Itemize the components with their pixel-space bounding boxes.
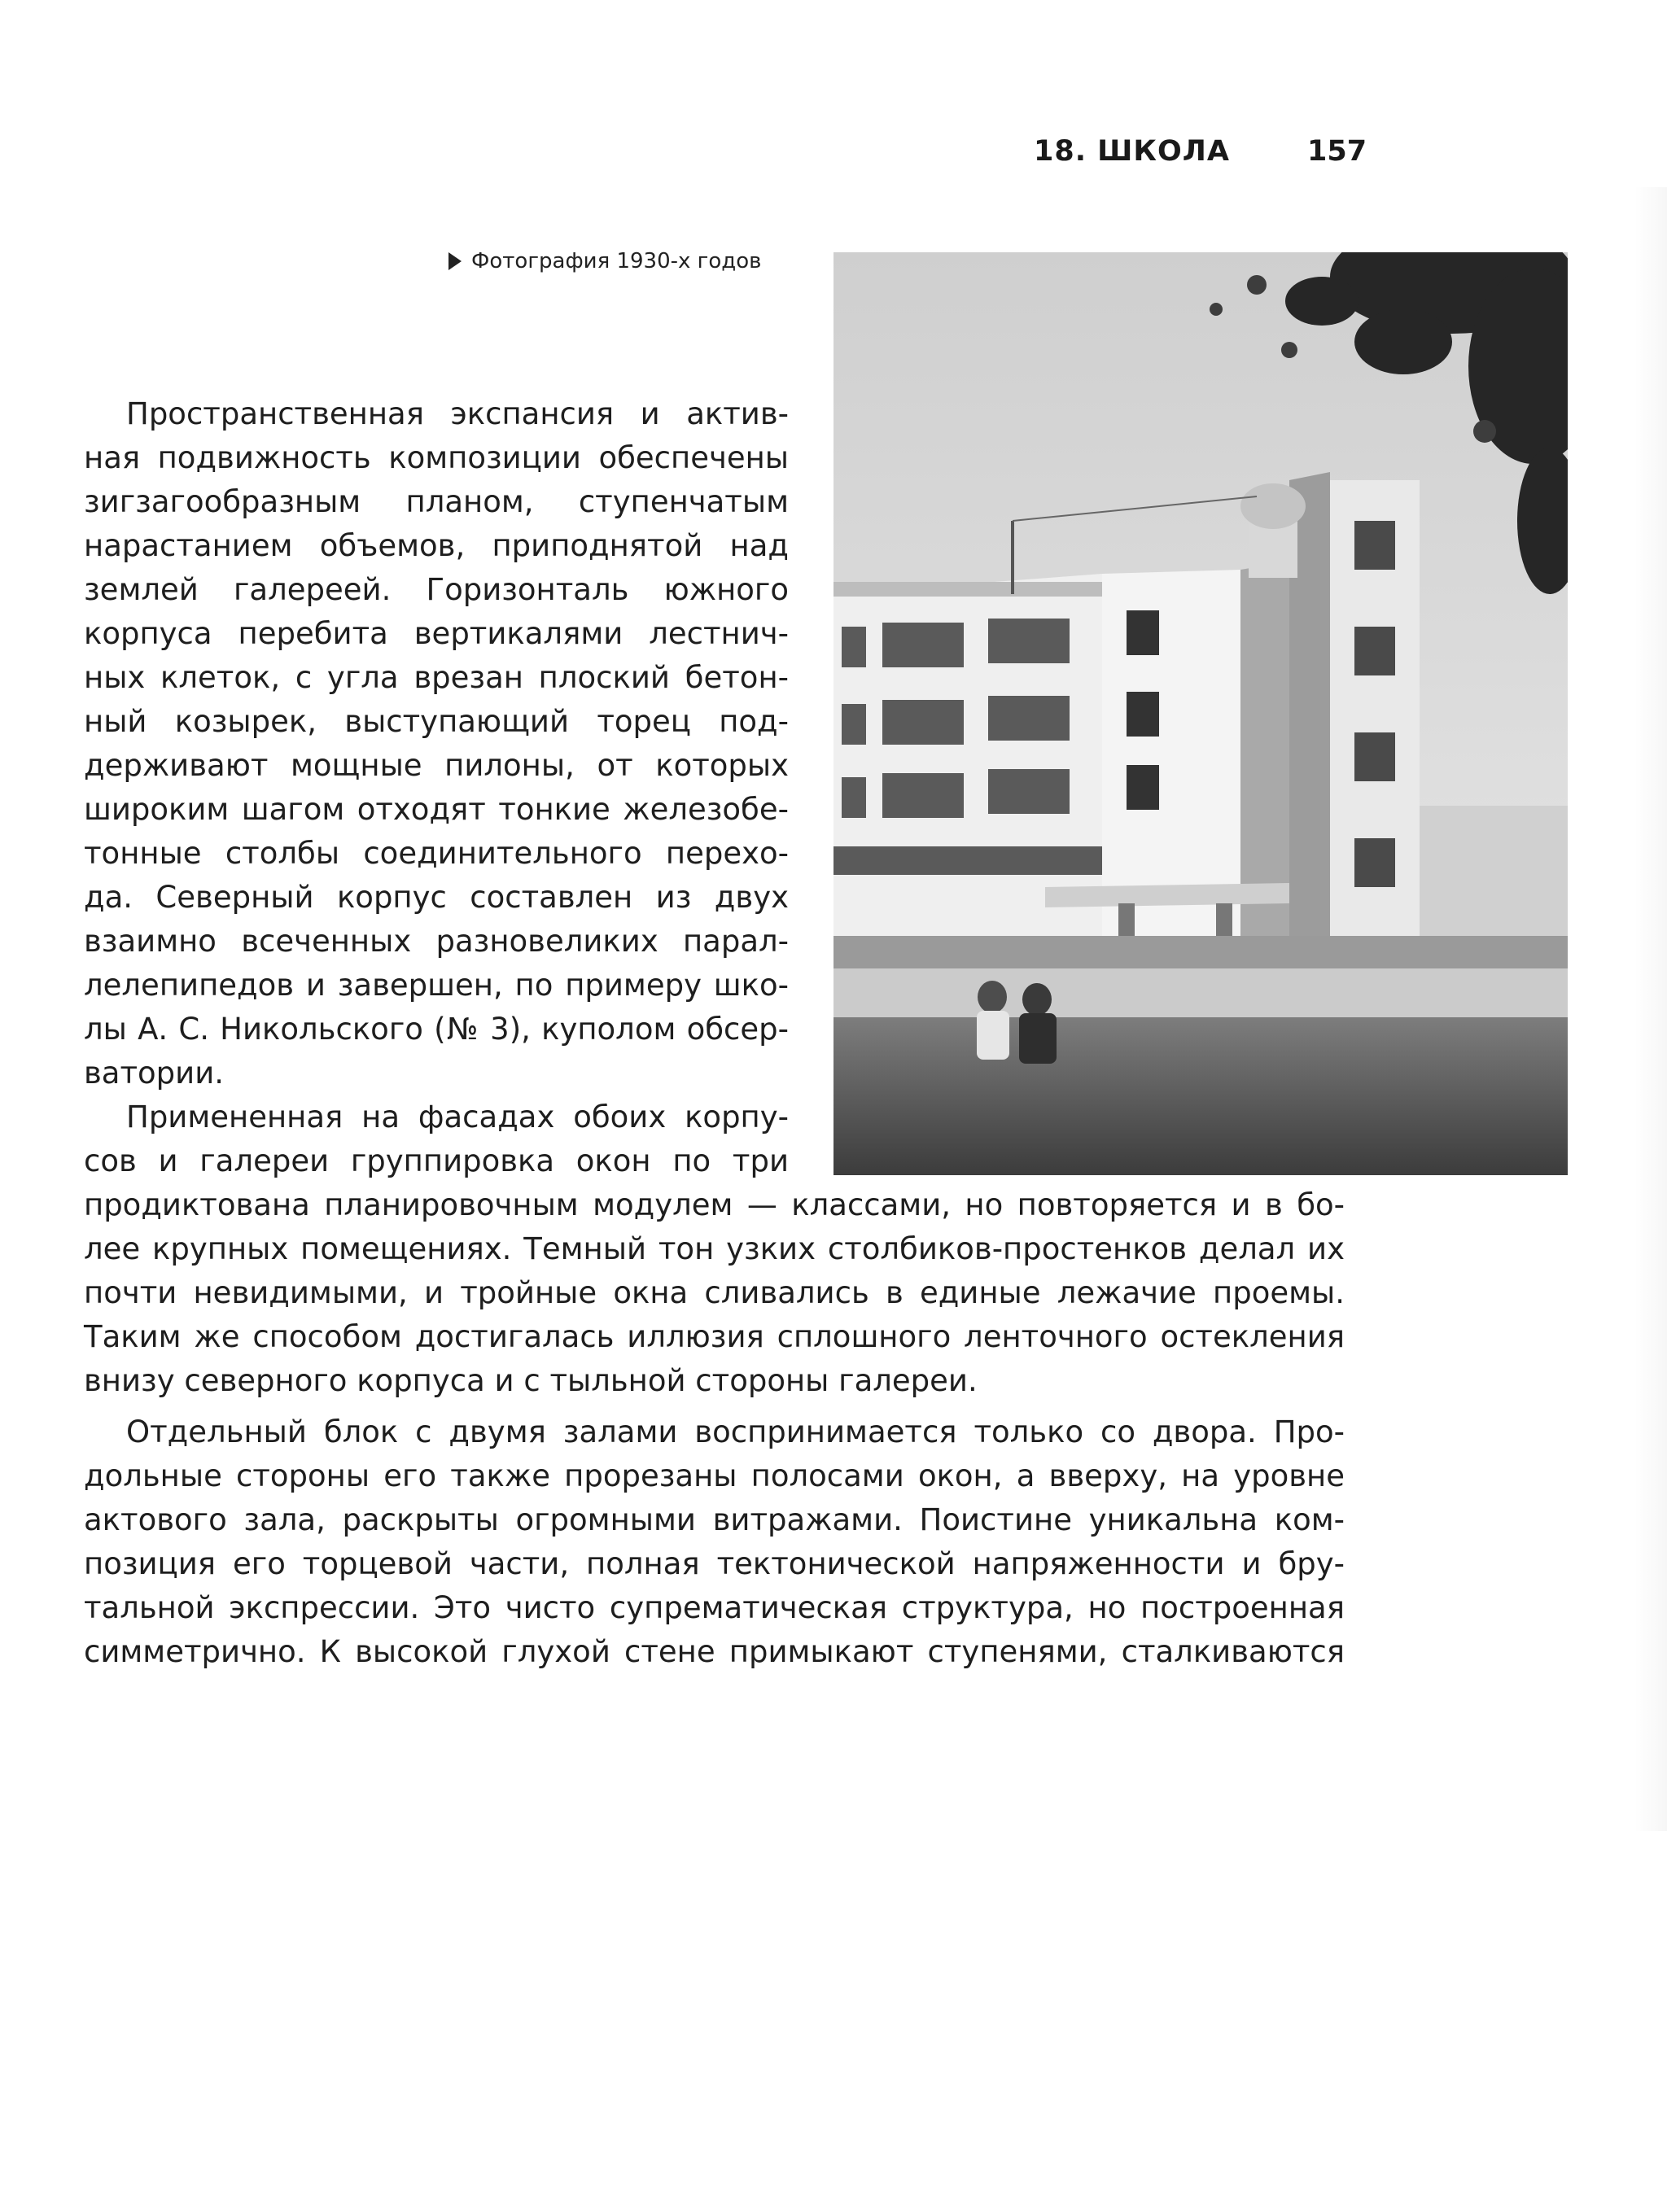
body-line: взаимно всеченных разновеликих парал-	[84, 924, 789, 959]
body-line: зигзагообразным планом, ступенчатым	[84, 484, 789, 519]
body-line: тальной экспрессии. Это чисто супрематическая структура, но построенная	[84, 1590, 1345, 1625]
body-line: актового зала, раскрыты огромными витражами. Поистине уникальна ком-	[84, 1502, 1345, 1537]
body-line: землей галереей. Горизонталь южного	[84, 572, 789, 607]
body-line: корпуса перебита вертикалями лестнич-	[84, 616, 789, 651]
body-line: почти невидимыми, и тройные окна сливались в единые лежачие проемы.	[84, 1275, 1345, 1310]
body-line: лелепипедов и завершен, по примеру шко-	[84, 968, 789, 1003]
body-line: Примененная на фасадах обоих корпу-	[126, 1099, 789, 1134]
body-line: симметрично. К высокой глухой стене примыкают ступенями, сталкиваются	[84, 1634, 1345, 1669]
body-line: держивают мощные пилоны, от которых	[84, 748, 789, 783]
body-line: продиктована планировочным модулем — классами, но повторяется и в бо-	[84, 1187, 1345, 1222]
body-line: нарастанием объемов, приподнятой над	[84, 528, 789, 563]
body-line: тонные столбы соединительного перехо-	[84, 836, 789, 871]
body-line: широким шагом отходят тонкие железобе-	[84, 792, 789, 827]
body-line: ватории.	[84, 1056, 225, 1091]
chapter-title: 18. ШКОЛА	[1034, 135, 1230, 168]
body-line: ная подвижность композиции обеспечены	[84, 440, 789, 475]
body-line: сов и галереи группировка окон по три	[84, 1143, 789, 1178]
caption-text: Фотография 1930-х годов	[471, 249, 762, 273]
photo-caption	[448, 249, 798, 273]
body-line: ный козырек, выступающий торец под-	[84, 704, 789, 739]
body-line: лы А. С. Никольского (№ 3), куполом обсер-	[84, 1012, 789, 1047]
running-header	[960, 135, 1367, 176]
body-line: да. Северный корпус составлен из двух	[84, 880, 789, 915]
body-line: Пространственная экспансия и актив-	[126, 396, 789, 431]
body-line: ных клеток, с угла врезан плоский бетон-	[84, 660, 789, 695]
body-line: позиция его торцевой части, полная тектонической напряженности и бру-	[84, 1546, 1345, 1581]
body-line: внизу северного корпуса и с тыльной стороны галереи.	[84, 1363, 978, 1398]
school-photograph	[834, 252, 1568, 1175]
page-number: 157	[1307, 135, 1367, 168]
page-edge-shadow	[1634, 187, 1667, 1831]
body-line: дольные стороны его также прорезаны полосами окон, а вверху, на уровне	[84, 1458, 1345, 1493]
body-line: лее крупных помещениях. Темный тон узких столбиков-простенков делал их	[84, 1231, 1345, 1266]
body-line: Таким же способом достигалась иллюзия сплошного ленточного остекления	[84, 1319, 1345, 1354]
caption-arrow-icon	[448, 252, 462, 270]
body-line: Отдельный блок с двумя залами воспринимается только со двора. Про-	[126, 1414, 1345, 1449]
